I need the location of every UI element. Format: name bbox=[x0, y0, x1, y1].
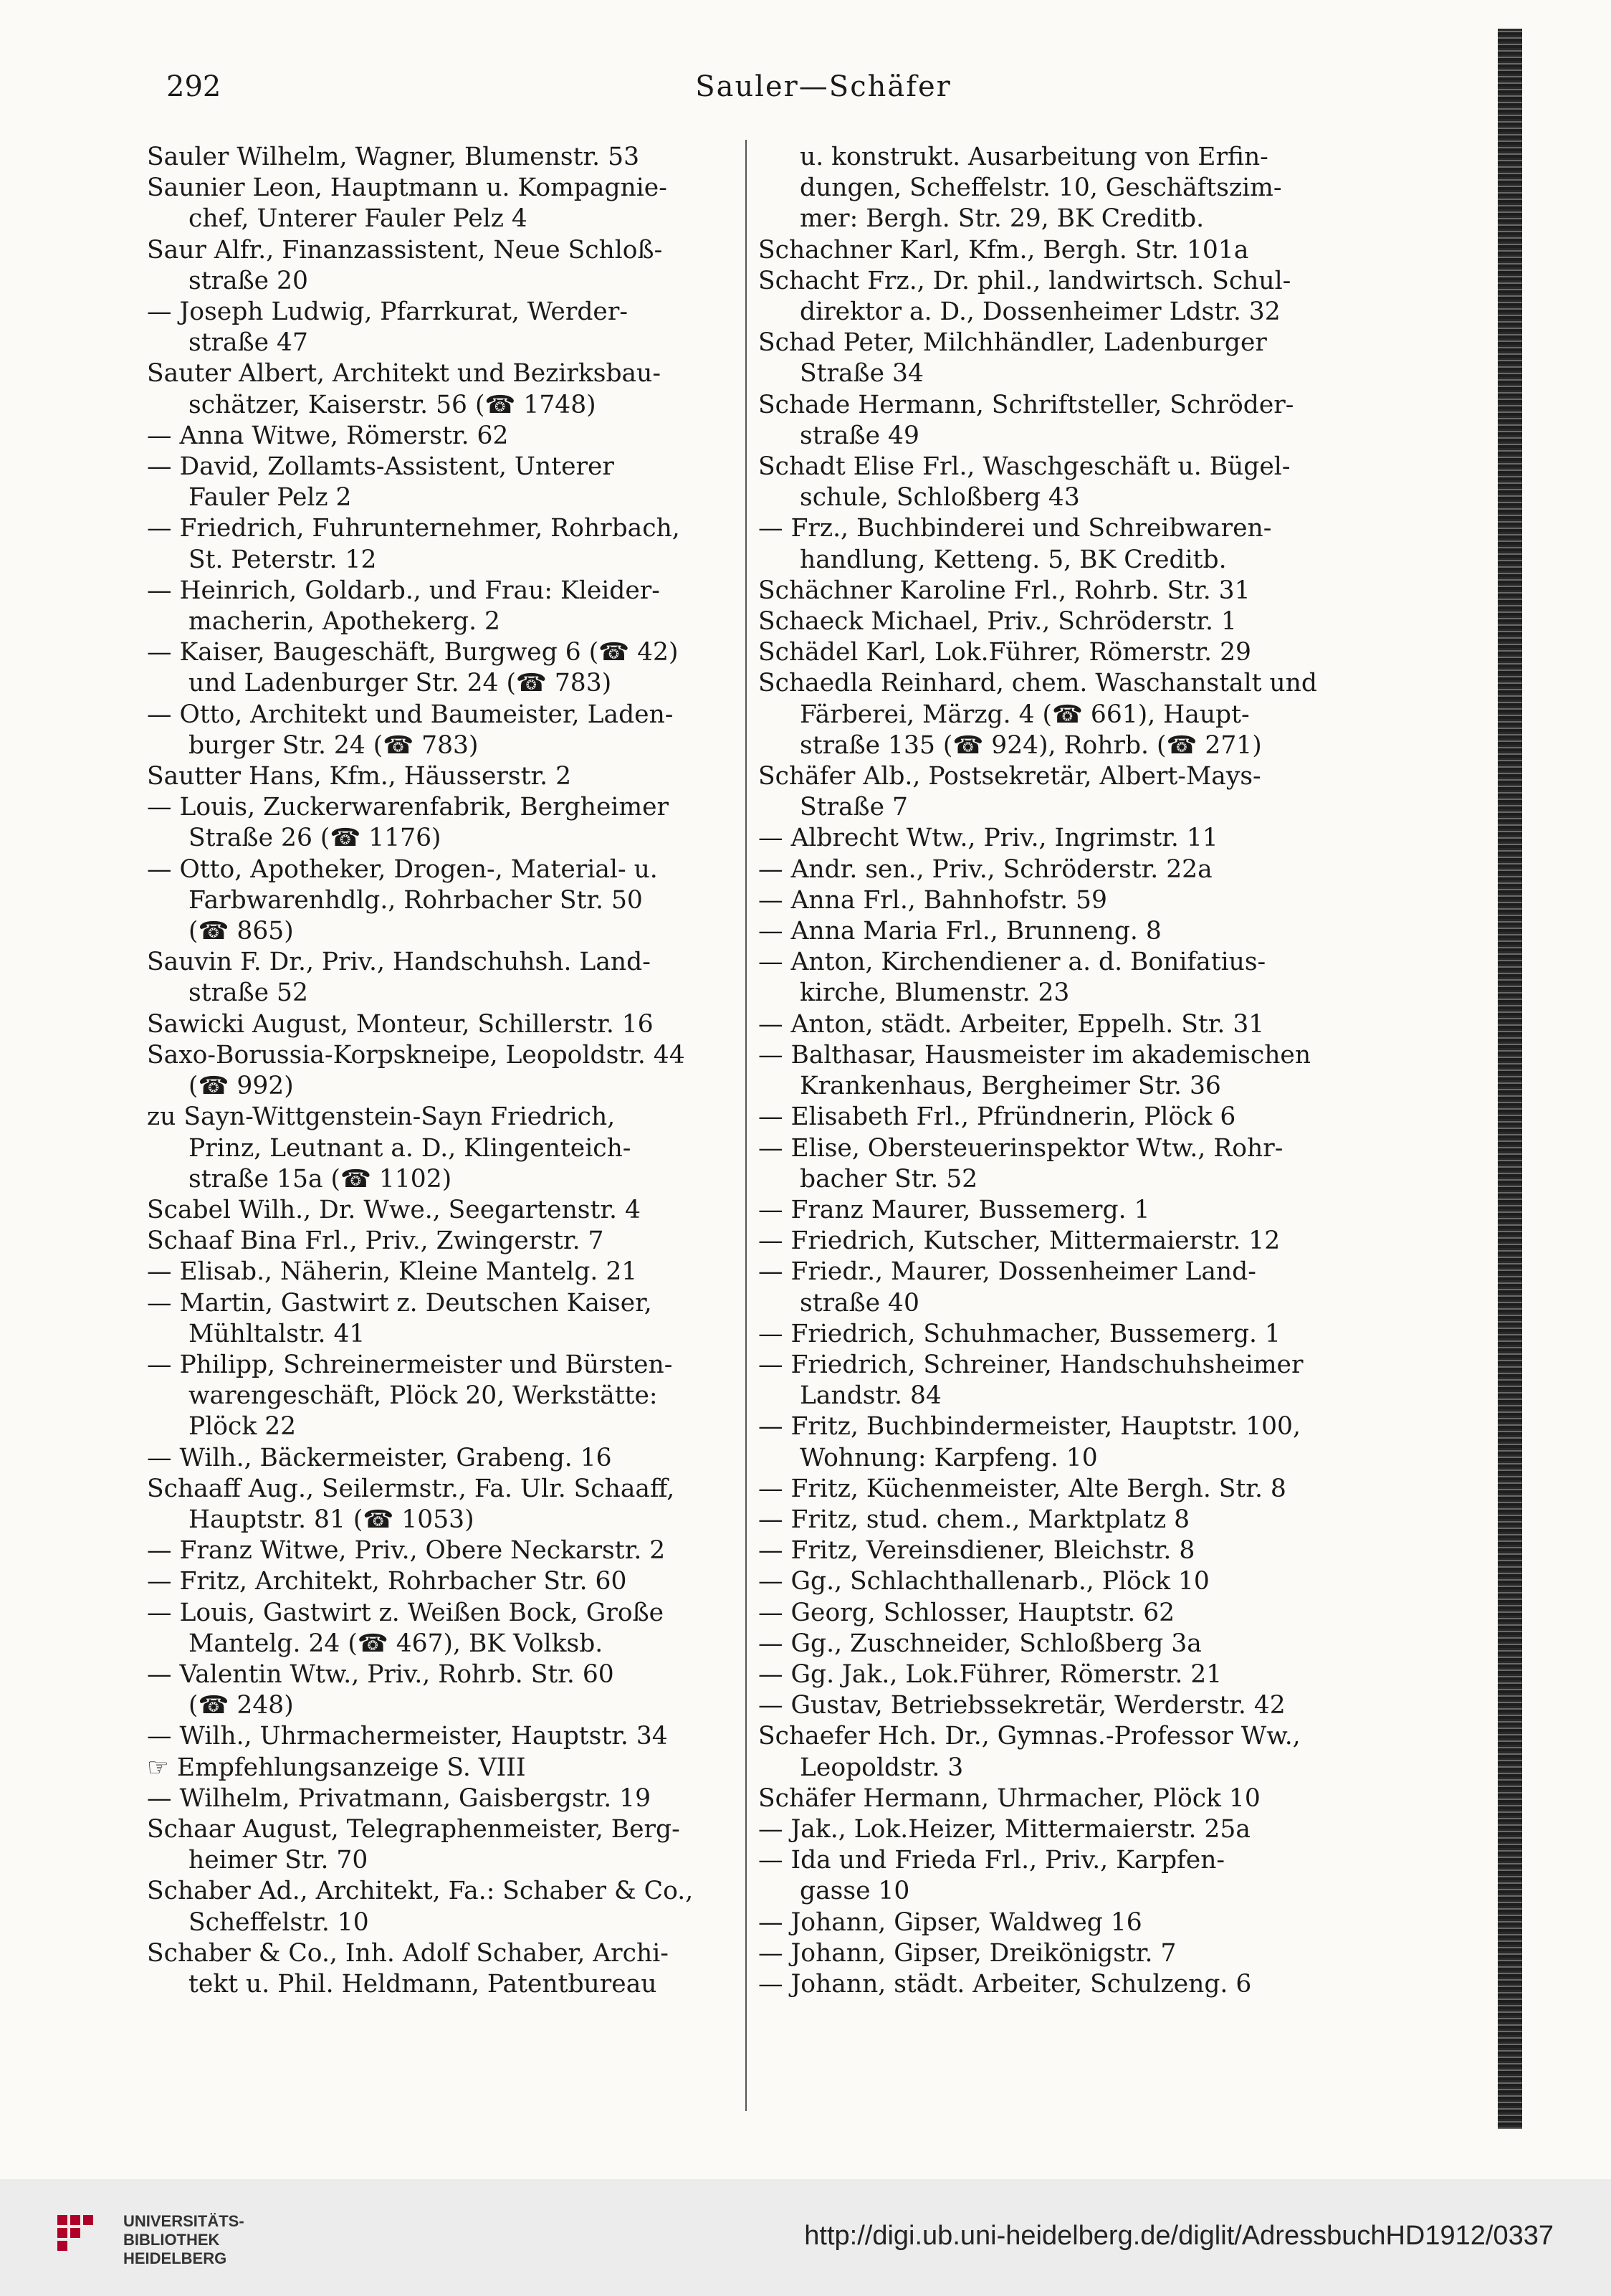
entry-continuation-line: direktor a. D., Dossenheimer Ldstr. 32 bbox=[800, 297, 1281, 327]
directory-entry-line: — Elise, Obersteuerinspektor Wtw., Rohr- bbox=[758, 1133, 1283, 1163]
entry-continuation-line: straße 49 bbox=[800, 421, 919, 450]
entry-continuation-line: straße 52 bbox=[188, 978, 308, 1008]
directory-entry-line: Schaar August, Telegraphenmeister, Berg- bbox=[147, 1814, 680, 1844]
entry-continuation-line: und Ladenburger Str. 24 (☎ 783) bbox=[188, 669, 612, 698]
directory-entry-line: Schaefer Hch. Dr., Gymnas.-Professor Ww., bbox=[758, 1722, 1301, 1751]
directory-entry-line: — Friedrich, Fuhrunternehmer, Rohrbach, bbox=[147, 514, 680, 543]
directory-entry-line: — Valentin Wtw., Priv., Rohrb. Str. 60 bbox=[147, 1659, 614, 1689]
directory-entry-line: Schäfer Hermann, Uhrmacher, Plöck 10 bbox=[758, 1783, 1261, 1813]
directory-entry-line: — Elisab., Näherin, Kleine Mantelg. 21 bbox=[147, 1257, 638, 1287]
directory-entry-line: Schadt Elise Frl., Waschgeschäft u. Bügel- bbox=[758, 452, 1291, 482]
directory-entry-line: — Frz., Buchbinderei und Schreibwaren- bbox=[758, 514, 1272, 543]
directory-entry-line: — Louis, Zuckerwarenfabrik, Bergheimer bbox=[147, 793, 669, 822]
permalink-url[interactable]: http://digi.ub.uni-heidelberg.de/diglit/AdressbuchHD1912/0337 bbox=[804, 2221, 1554, 2251]
directory-entry-line: — Johann, städt. Arbeiter, Schulzeng. 6 bbox=[758, 1969, 1252, 1999]
entry-continuation-line: bacher Str. 52 bbox=[800, 1164, 978, 1194]
directory-entry-line: — Friedrich, Kutscher, Mittermaierstr. 12 bbox=[758, 1226, 1281, 1256]
directory-entry-line: — Friedr., Maurer, Dossenheimer Land- bbox=[758, 1257, 1256, 1287]
directory-entry-line: — Fritz, Buchbindermeister, Hauptstr. 100, bbox=[758, 1412, 1301, 1442]
directory-entry-line: — Gg. Jak., Lok.Führer, Römerstr. 21 bbox=[758, 1659, 1223, 1689]
page-edge-scan-border bbox=[1498, 29, 1522, 2129]
entry-continuation-line: (☎ 248) bbox=[188, 1691, 294, 1720]
directory-entry-line: — Franz Maurer, Bussemerg. 1 bbox=[758, 1195, 1150, 1224]
directory-entry-line: — Friedrich, Schuhmacher, Bussemerg. 1 bbox=[758, 1319, 1281, 1348]
directory-entry-line: Schaedla Reinhard, chem. Waschanstalt und bbox=[758, 669, 1317, 698]
directory-entry-line: — David, Zollamts-Assistent, Unterer bbox=[147, 452, 614, 482]
directory-entry-line: Schad Peter, Milchhändler, Ladenburger bbox=[758, 328, 1267, 358]
directory-entry-line: zu Sayn-Wittgenstein-Sayn Friedrich, bbox=[147, 1102, 616, 1132]
entry-continuation-line: straße 40 bbox=[800, 1288, 919, 1318]
directory-entry-line: Saunier Leon, Hauptmann u. Kompagnie- bbox=[147, 173, 667, 203]
directory-entry-line: — Otto, Architekt und Baumeister, Laden- bbox=[147, 700, 674, 729]
university-logo-icon bbox=[57, 2215, 106, 2264]
column-divider bbox=[745, 140, 747, 2111]
directory-entry-line: Schacht Frz., Dr. phil., landwirtsch. Schul- bbox=[758, 266, 1291, 295]
entry-continuation-line: Prinz, Leutnant a. D., Klingenteich- bbox=[188, 1133, 631, 1163]
entry-continuation-line: Leopoldstr. 3 bbox=[800, 1753, 964, 1782]
library-name-line: BIBLIOTHEK bbox=[123, 2231, 220, 2249]
entry-continuation-line: Hauptstr. 81 (☎ 1053) bbox=[188, 1505, 474, 1534]
library-name-line: HEIDELBERG bbox=[123, 2249, 227, 2267]
directory-entry-line: — Anton, städt. Arbeiter, Eppelh. Str. 31 bbox=[758, 1009, 1265, 1039]
entry-continuation-line: straße 20 bbox=[188, 266, 308, 295]
entry-continuation-line: dungen, Scheffelstr. 10, Geschäftszim- bbox=[800, 173, 1282, 203]
entry-continuation-line: Straße 7 bbox=[800, 793, 908, 822]
directory-entry-line: — Georg, Schlosser, Hauptstr. 62 bbox=[758, 1598, 1175, 1627]
entry-continuation-line: Straße 34 bbox=[800, 359, 924, 389]
entry-continuation-line: macherin, Apothekerg. 2 bbox=[188, 607, 500, 637]
entry-continuation-line: Krankenhaus, Bergheimer Str. 36 bbox=[800, 1072, 1221, 1101]
directory-entry-line: Schäfer Alb., Postsekretär, Albert-Mays- bbox=[758, 762, 1261, 791]
directory-entry-line: — Heinrich, Goldarb., und Frau: Kleider- bbox=[147, 576, 660, 605]
entry-continuation-line: warengeschäft, Plöck 20, Werkstätte: bbox=[188, 1381, 658, 1411]
directory-entry-line: — Gustav, Betriebssekretär, Werderstr. 42 bbox=[758, 1691, 1286, 1720]
entry-continuation-line: Mantelg. 24 (☎ 467), BK Volksb. bbox=[188, 1629, 603, 1658]
entry-continuation-line: Wohnung: Karpfeng. 10 bbox=[800, 1443, 1098, 1472]
entry-continuation-line: schätzer, Kaiserstr. 56 (☎ 1748) bbox=[188, 390, 596, 419]
directory-entry-line: ☞ Empfehlungsanzeige S. VIII bbox=[147, 1753, 526, 1782]
entry-continuation-line: burger Str. 24 (☎ 783) bbox=[188, 730, 479, 760]
directory-entry-line: — Johann, Gipser, Waldweg 16 bbox=[758, 1907, 1142, 1937]
directory-entry-line: Sautter Hans, Kfm., Häusserstr. 2 bbox=[147, 762, 572, 791]
entry-continuation-line: handlung, Ketteng. 5, BK Creditb. bbox=[800, 545, 1227, 574]
directory-entry-line: — Friedrich, Schreiner, Handschuhsheimer bbox=[758, 1350, 1304, 1379]
directory-entry-line: — Wilh., Bäckermeister, Grabeng. 16 bbox=[147, 1443, 612, 1472]
directory-entry-line: — Wilh., Uhrmachermeister, Hauptstr. 34 bbox=[147, 1722, 668, 1751]
directory-entry-line: Schädel Karl, Lok.Führer, Römerstr. 29 bbox=[758, 638, 1251, 667]
entry-continuation-line: St. Peterstr. 12 bbox=[188, 545, 377, 574]
directory-entry-line: — Elisabeth Frl., Pfründnerin, Plöck 6 bbox=[758, 1102, 1236, 1132]
directory-entry-line: — Fritz, Architekt, Rohrbacher Str. 60 bbox=[147, 1567, 627, 1596]
directory-entry-line: Schaeck Michael, Priv., Schröderstr. 1 bbox=[758, 607, 1237, 637]
entry-continuation-line: kirche, Blumenstr. 23 bbox=[800, 978, 1070, 1008]
directory-entry-line: — Andr. sen., Priv., Schröderstr. 22a bbox=[758, 854, 1213, 884]
directory-entry-line: — Fritz, Vereinsdiener, Bleichstr. 8 bbox=[758, 1536, 1195, 1566]
library-name bbox=[123, 2212, 244, 2268]
right-column bbox=[758, 142, 1360, 2000]
entry-continuation-line: chef, Unterer Fauler Pelz 4 bbox=[188, 204, 527, 234]
directory-entry-line: Schaaf Bina Frl., Priv., Zwingerstr. 7 bbox=[147, 1226, 604, 1256]
entry-continuation-line: straße 15a (☎ 1102) bbox=[188, 1164, 452, 1194]
entry-continuation-line: Landstr. 84 bbox=[800, 1381, 942, 1411]
directory-entry-line: — Balthasar, Hausmeister im akademischen bbox=[758, 1040, 1311, 1070]
directory-entry-line: — Anna Witwe, Römerstr. 62 bbox=[147, 421, 509, 450]
directory-entry-line: Schächner Karoline Frl., Rohrb. Str. 31 bbox=[758, 576, 1251, 605]
directory-entry-line: — Martin, Gastwirt z. Deutschen Kaiser, bbox=[147, 1288, 652, 1318]
directory-entry-line: Sawicki August, Monteur, Schillerstr. 16 bbox=[147, 1009, 654, 1039]
directory-entry-line: — Anna Frl., Bahnhofstr. 59 bbox=[758, 885, 1107, 915]
directory-entry-line: — Ida und Frieda Frl., Priv., Karpfen- bbox=[758, 1846, 1225, 1875]
entry-continuation-line: heimer Str. 70 bbox=[188, 1846, 368, 1875]
directory-entry-line: — Wilhelm, Privatmann, Gaisbergstr. 19 bbox=[147, 1783, 651, 1813]
entry-continuation-line: schule, Schloßberg 43 bbox=[800, 483, 1080, 513]
directory-entry-line: — Joseph Ludwig, Pfarrkurat, Werder- bbox=[147, 297, 628, 327]
directory-entry-line: — Kaiser, Baugeschäft, Burgweg 6 (☎ 42) bbox=[147, 638, 679, 667]
directory-entry-line: — Fritz, Küchenmeister, Alte Bergh. Str. 8 bbox=[758, 1474, 1286, 1503]
directory-entry-line: Saxo-Borussia-Korpskneipe, Leopoldstr. 44 bbox=[147, 1040, 685, 1070]
directory-entry-line: — Franz Witwe, Priv., Obere Neckarstr. 2 bbox=[147, 1536, 666, 1566]
entry-continuation-line: straße 47 bbox=[188, 328, 308, 358]
entry-continuation-line: Farbwarenhdlg., Rohrbacher Str. 50 bbox=[188, 885, 643, 915]
entry-continuation-line: gasse 10 bbox=[800, 1877, 910, 1906]
entry-continuation-line: Straße 26 (☎ 1176) bbox=[188, 824, 441, 853]
directory-entry-line: — Philipp, Schreinermeister und Bürsten- bbox=[147, 1350, 673, 1379]
directory-entry-line: — Anna Maria Frl., Brunneng. 8 bbox=[758, 917, 1162, 946]
entry-continuation-line: u. konstrukt. Ausarbeitung von Erfin- bbox=[800, 143, 1268, 171]
directory-entry-line: Sauler Wilhelm, Wagner, Blumenstr. 53 bbox=[147, 143, 640, 171]
directory-entry-line: — Jak., Lok.Heizer, Mittermaierstr. 25a bbox=[758, 1814, 1251, 1844]
entry-continuation-line: mer: Bergh. Str. 29, BK Creditb. bbox=[800, 204, 1205, 234]
directory-entry-line: Schaber Ad., Architekt, Fa.: Schaber & Co., bbox=[147, 1877, 694, 1906]
entry-continuation-line: Mühltalstr. 41 bbox=[188, 1319, 365, 1348]
directory-entry-line: — Fritz, stud. chem., Marktplatz 8 bbox=[758, 1505, 1190, 1534]
entry-continuation-line: Fauler Pelz 2 bbox=[188, 483, 352, 513]
page-header bbox=[158, 70, 1489, 120]
directory-entry-line: Saur Alfr., Finanzassistent, Neue Schloß- bbox=[147, 235, 663, 265]
directory-entry-line: Schaber & Co., Inh. Adolf Schaber, Archi- bbox=[147, 1938, 669, 1968]
directory-entry-line: Schachner Karl, Kfm., Bergh. Str. 101a bbox=[758, 235, 1249, 265]
running-title: Sauler—Schäfer bbox=[695, 70, 952, 103]
directory-entry-line: Schaaff Aug., Seilermstr., Fa. Ulr. Schaaff, bbox=[147, 1474, 675, 1503]
entry-continuation-line: (☎ 865) bbox=[188, 917, 294, 946]
directory-entry-line: — Otto, Apotheker, Drogen-, Material- u. bbox=[147, 854, 658, 884]
entry-continuation-line: straße 135 (☎ 924), Rohrb. (☎ 271) bbox=[800, 730, 1262, 760]
entry-continuation-line: Färberei, Märzg. 4 (☎ 661), Haupt- bbox=[800, 700, 1250, 729]
footer-bar bbox=[0, 2179, 1611, 2296]
directory-entry-line: Schade Hermann, Schriftsteller, Schröder- bbox=[758, 390, 1294, 419]
directory-entry-line: — Johann, Gipser, Dreikönigstr. 7 bbox=[758, 1938, 1177, 1968]
directory-entry-line: Sauvin F. Dr., Priv., Handschuhsh. Land- bbox=[147, 948, 651, 977]
directory-entry-line: — Albrecht Wtw., Priv., Ingrimstr. 11 bbox=[758, 824, 1218, 853]
left-column bbox=[147, 142, 742, 2000]
entry-continuation-line: Plöck 22 bbox=[188, 1412, 297, 1442]
directory-entry-line: Sauter Albert, Architekt und Bezirksbau- bbox=[147, 359, 661, 389]
entry-continuation-line: Scheffelstr. 10 bbox=[188, 1907, 369, 1937]
directory-entry-line: Scabel Wilh., Dr. Wwe., Seegartenstr. 4 bbox=[147, 1195, 641, 1224]
directory-entry-line: — Anton, Kirchendiener a. d. Bonifatius- bbox=[758, 948, 1266, 977]
directory-entry-line: — Gg., Schlachthallenarb., Plöck 10 bbox=[758, 1567, 1210, 1596]
library-name-line: UNIVERSITÄTS- bbox=[123, 2212, 244, 2230]
directory-entry-line: — Gg., Zuschneider, Schloßberg 3a bbox=[758, 1629, 1202, 1658]
directory-entry-line: — Louis, Gastwirt z. Weißen Bock, Große bbox=[147, 1598, 664, 1627]
entry-continuation-line: tekt u. Phil. Heldmann, Patentbureau bbox=[188, 1969, 657, 1999]
entry-continuation-line: (☎ 992) bbox=[188, 1072, 294, 1101]
page-number: 292 bbox=[166, 70, 221, 103]
